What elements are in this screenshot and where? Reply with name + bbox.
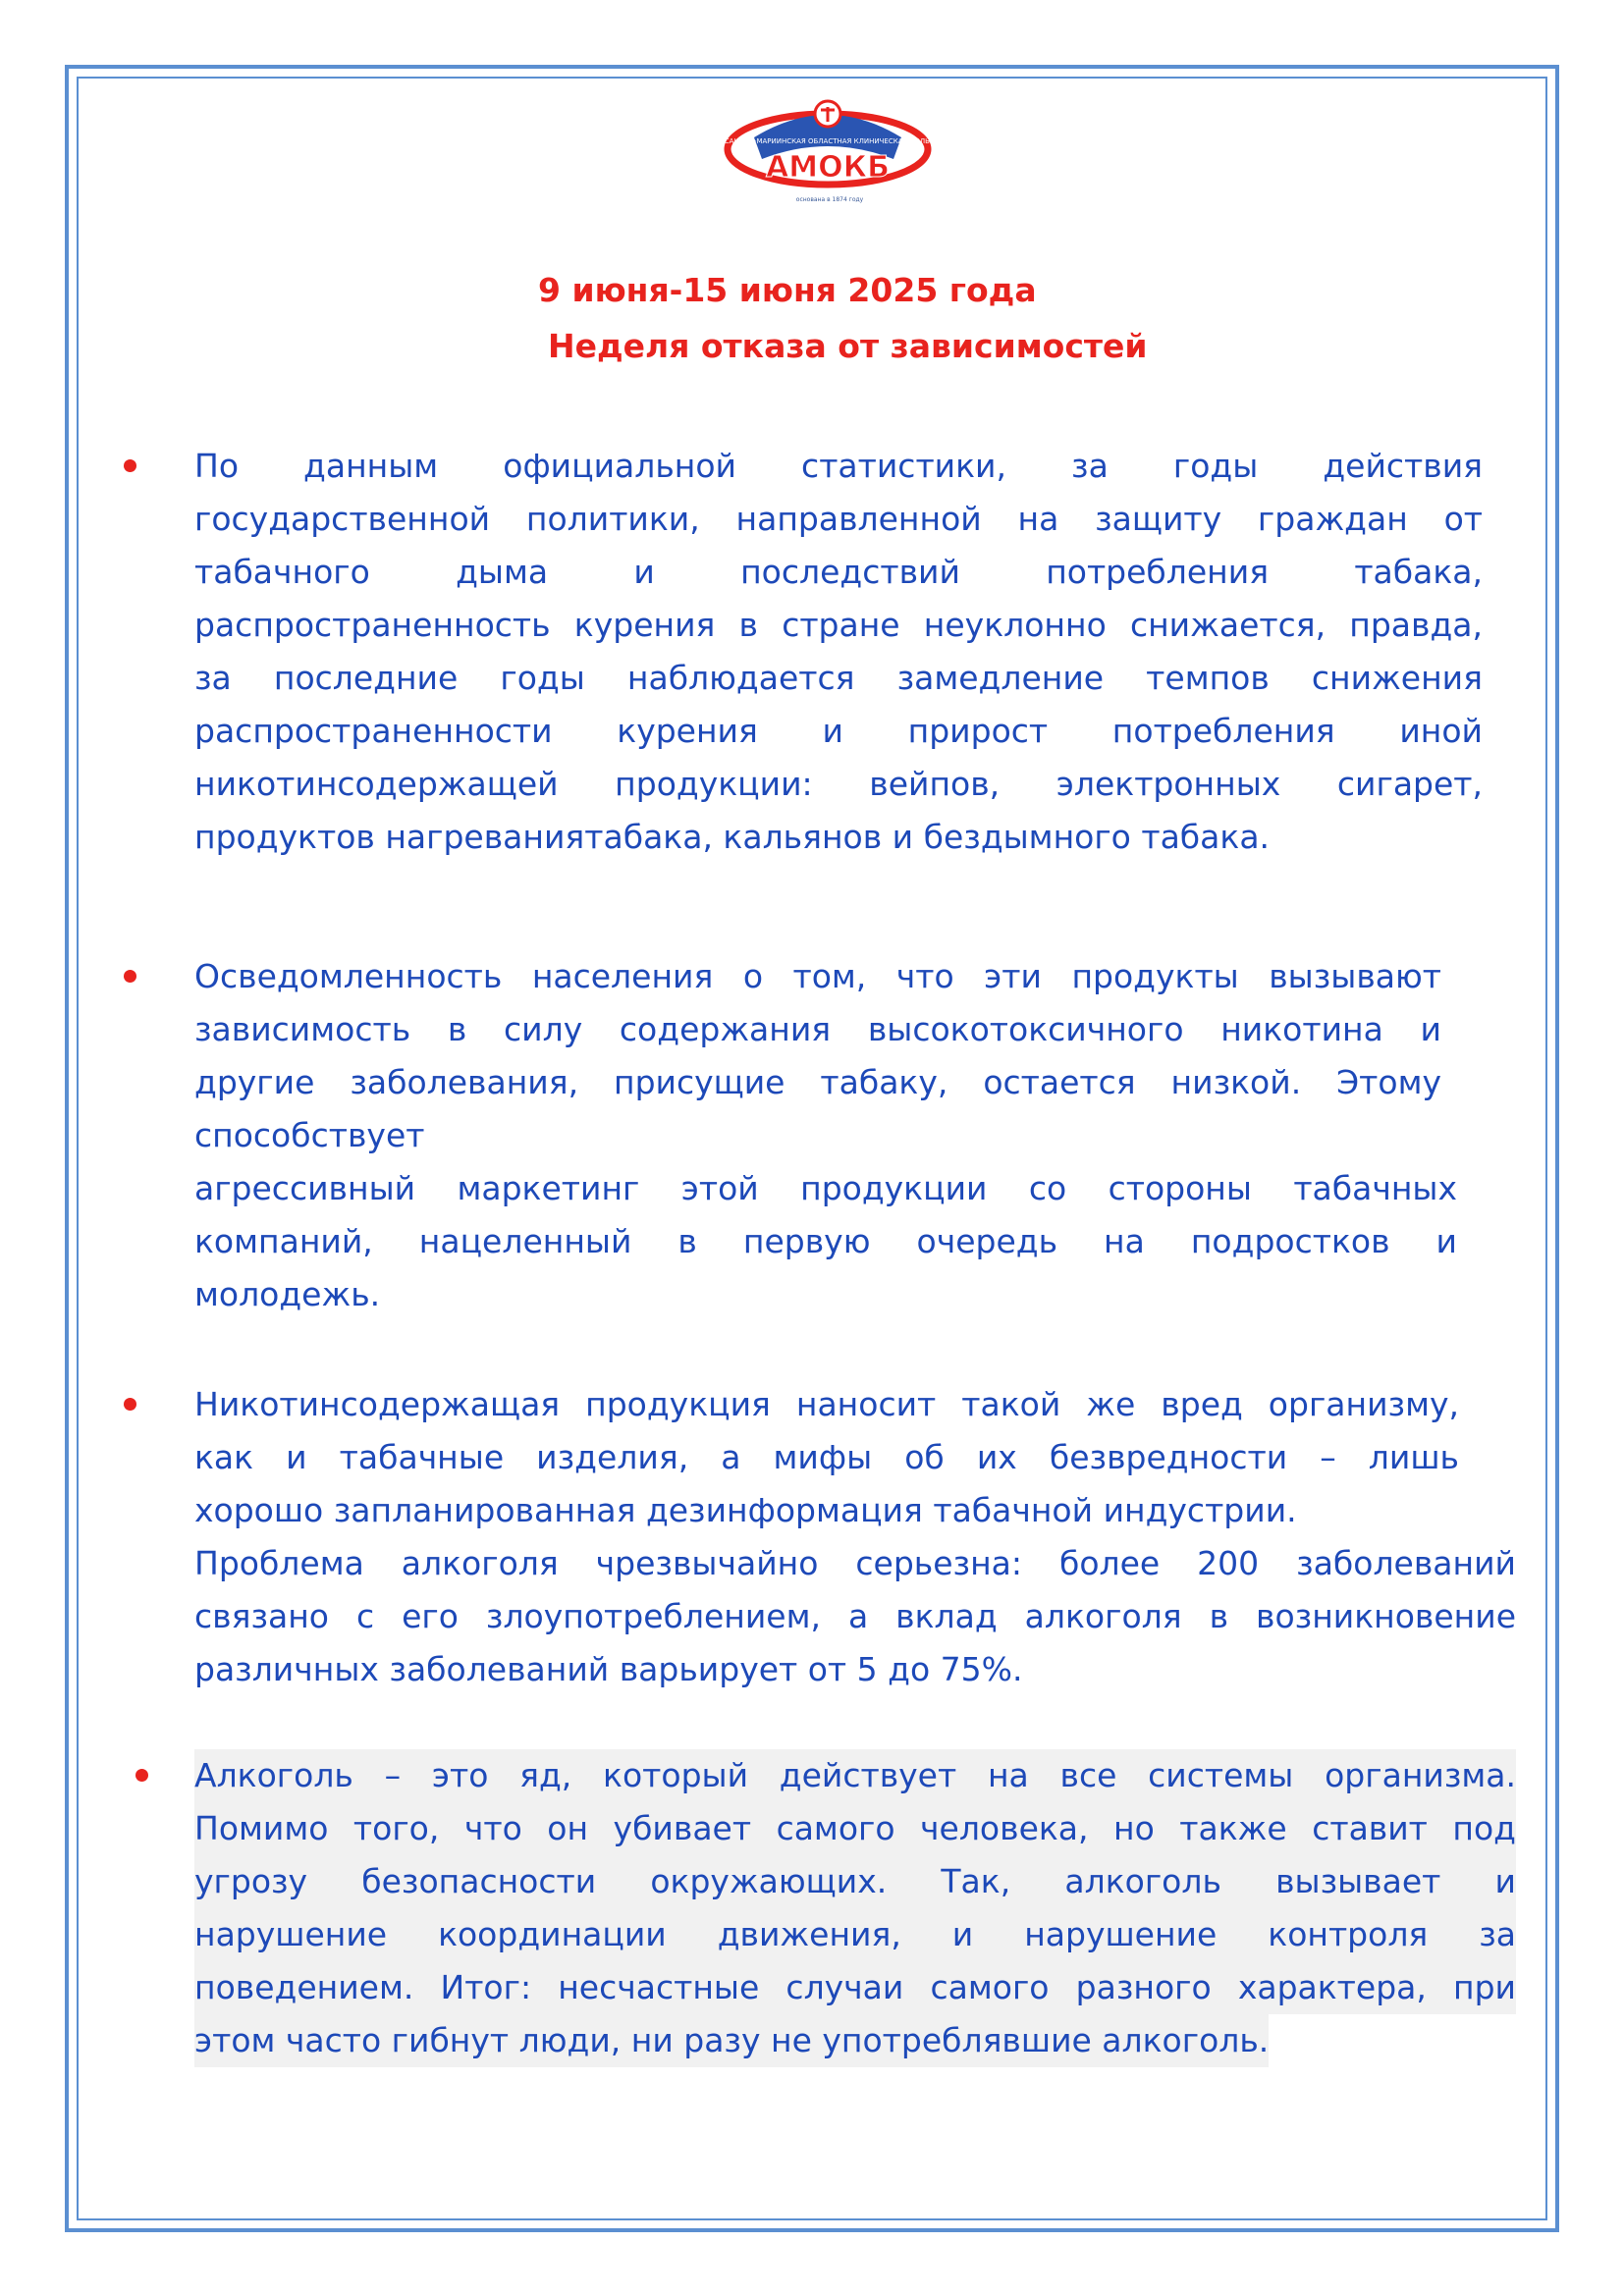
- text-line: молодежь.: [194, 1275, 381, 1313]
- text-line: различных заболеваний варьирует от 5 до 75%.: [194, 1650, 1023, 1688]
- text-line: связано с его злоупотреблением, а вклад алкоголя в возникновение: [194, 1597, 1516, 1635]
- text-line: табачного дыма и последствий потребления табака,: [194, 553, 1483, 591]
- text-line: Проблема алкоголя чрезвычайно серьезна: более 200 заболеваний: [194, 1544, 1516, 1582]
- text-line: компаний, нацеленный в первую очередь на подростков и: [194, 1222, 1457, 1260]
- bullet-icon: [124, 970, 136, 983]
- hospital-logo: [705, 98, 950, 188]
- paragraph-2: [194, 950, 1457, 1321]
- text-line: государственной политики, направленной на защиту граждан от: [194, 500, 1483, 538]
- text-line: Помимо того, что он убивает самого человека, но также ставит под: [194, 1802, 1516, 1855]
- text-line: Алкоголь – это яд, который действует на все системы организма.: [194, 1749, 1516, 1802]
- text-line: По данным официальной статистики, за годы действия: [194, 447, 1483, 485]
- logo-arc-text: АЛЕКСАНДРО-МАРИИНСКАЯ ОБЛАСТНАЯ КЛИНИЧЕСКАЯ БОЛЬНИЦА: [705, 137, 950, 145]
- text-line: нарушение координации движения, и нарушение контроля за: [194, 1908, 1516, 1961]
- text-line: зависимость в силу содержания высокотоксичного никотина и: [194, 1010, 1441, 1048]
- text-line: за последние годы наблюдается замедление темпов снижения: [194, 659, 1483, 697]
- text-line: другие заболевания, присущие табаку, остается низкой. Этому: [194, 1063, 1441, 1101]
- bullet-icon: [124, 459, 136, 472]
- paragraph-3: [194, 1378, 1516, 1696]
- logo-text: АМОКБ: [766, 150, 890, 185]
- text-line: Осведомленность населения о том, что эти продукты вызывают: [194, 957, 1441, 995]
- text-line: Никотинсодержащая продукция наносит такой же вред организму,: [194, 1385, 1459, 1423]
- text-line: хорошо запланированная дезинформация табачной индустрии.: [194, 1491, 1297, 1529]
- text-line: агрессивный маркетинг этой продукции со стороны табачных: [194, 1169, 1457, 1207]
- text-line: угрозу безопасности окружающих. Так, алкоголь вызывает и: [194, 1855, 1516, 1908]
- text-line: распространенность курения в стране неуклонно снижается, правда,: [194, 606, 1483, 644]
- paragraph-4: [194, 1749, 1516, 2067]
- text-line: распространенности курения и прирост потребления иной: [194, 712, 1483, 750]
- text-line: этом часто гибнут люди, ни разу не употреблявшие алкоголь.: [194, 2014, 1269, 2067]
- bullet-icon: [135, 1769, 148, 1782]
- logo-founded: основана в 1874 году: [795, 196, 864, 203]
- paragraph-1: [194, 440, 1483, 864]
- text-line: продуктов нагреваниятабака, кальянов и бездымного табака.: [194, 818, 1271, 856]
- text-line: как и табачные изделия, а мифы об их безвредности – лишь: [194, 1438, 1459, 1476]
- text-line: поведением. Итог: несчастные случаи самого разного характера, при: [194, 1961, 1516, 2014]
- bullet-icon: [124, 1398, 136, 1411]
- event-heading: Неделя отказа от зависимостей: [548, 327, 1148, 365]
- event-dates: 9 июня-15 июня 2025 года: [538, 271, 1037, 309]
- text-line: способствует: [194, 1116, 425, 1154]
- text-line: никотинсодержащей продукции: вейпов, электронных сигарет,: [194, 765, 1483, 803]
